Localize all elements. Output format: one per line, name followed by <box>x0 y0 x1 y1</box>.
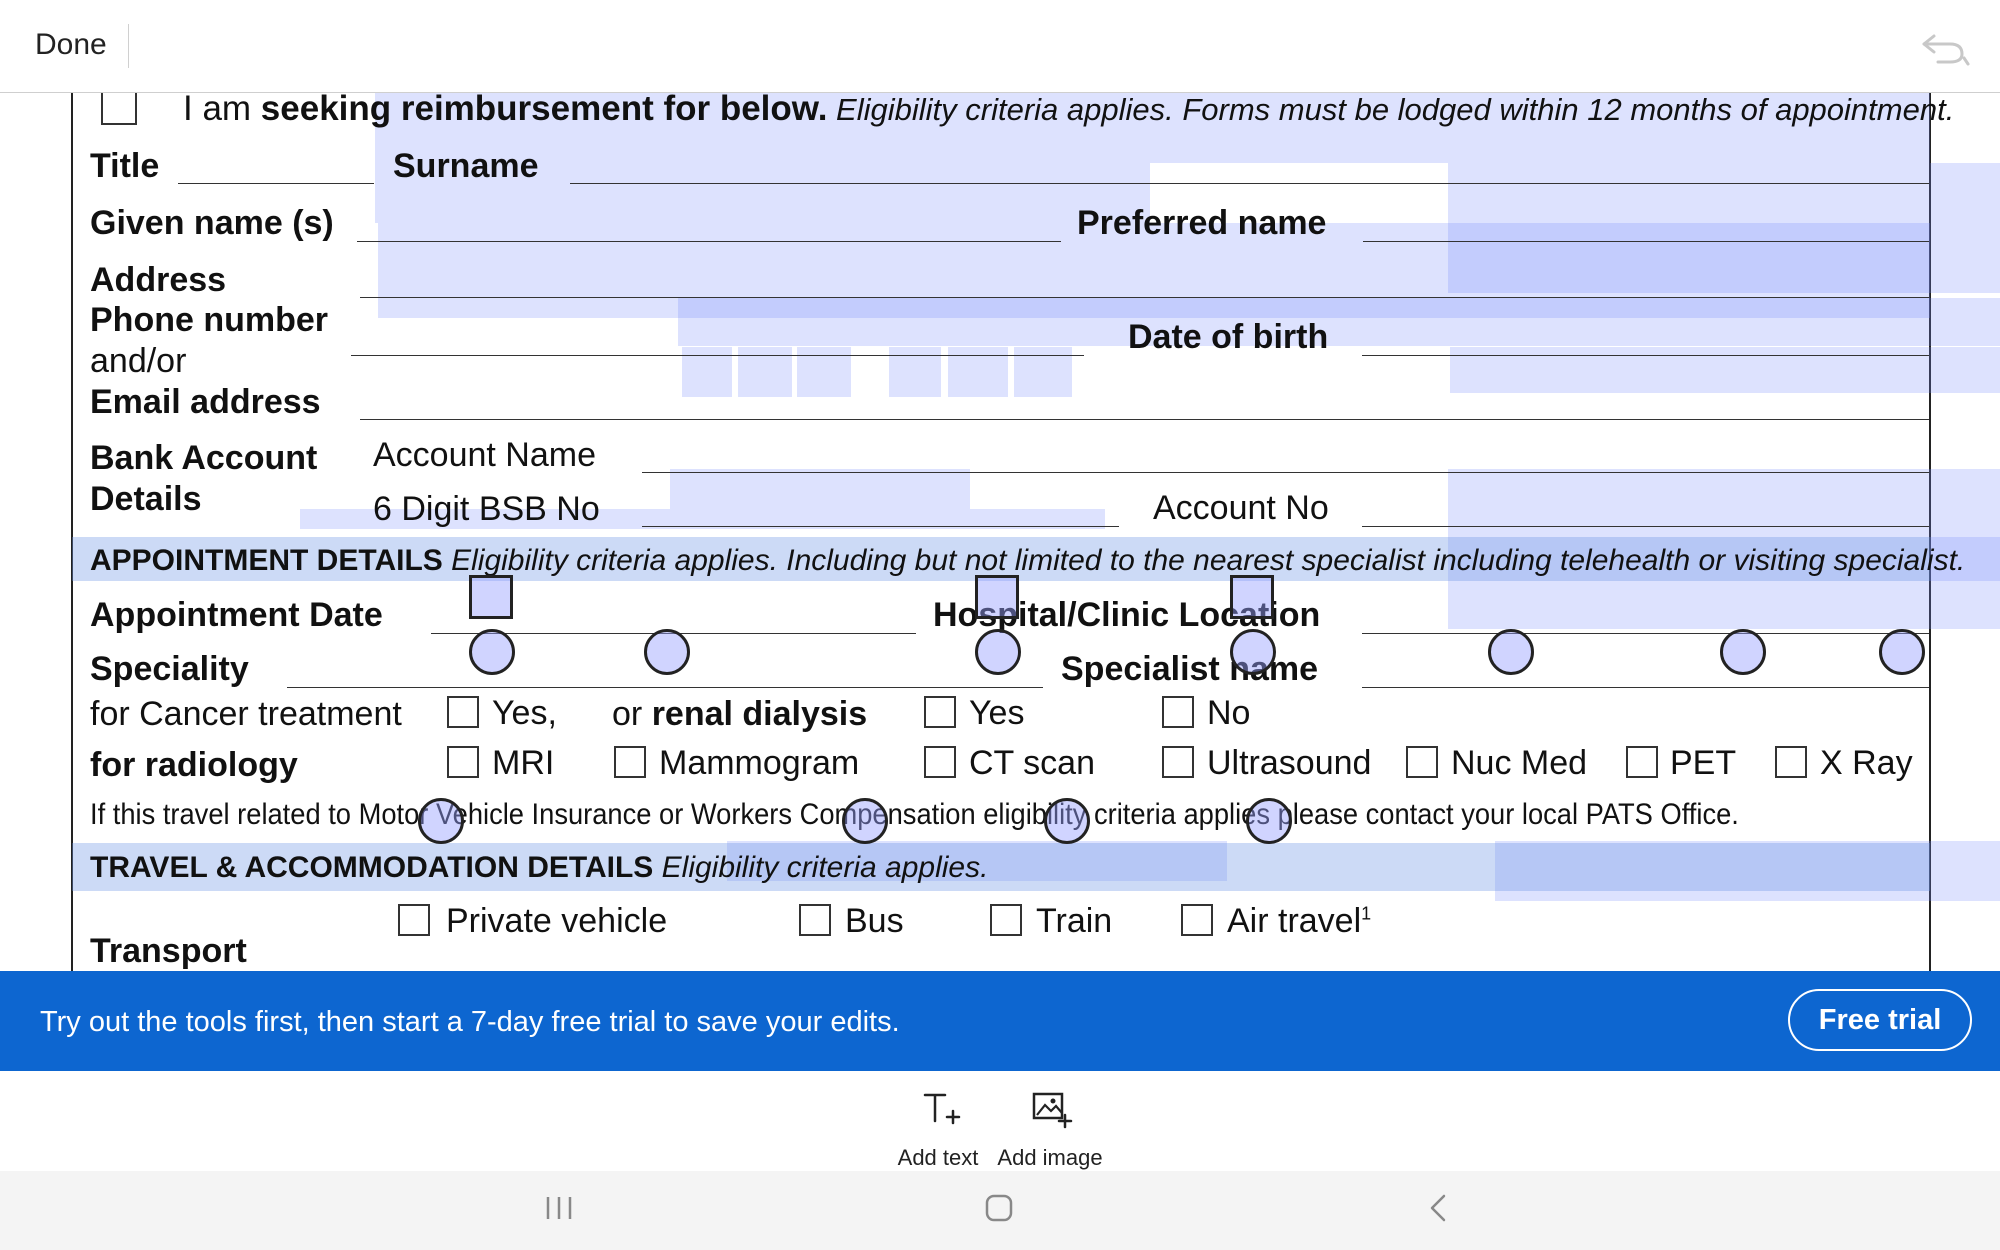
ultrasound-checkbox[interactable] <box>1162 746 1194 778</box>
surname-label: Surname <box>393 147 539 185</box>
x-ray-checkbox[interactable] <box>1775 746 1807 778</box>
and-or-label: and/or <box>90 342 187 380</box>
add-image-button[interactable] <box>995 1083 1105 1173</box>
motor-vehicle-notice: If this travel related to Motor Vehicle Insurance or Workers Compensation eligibility criteria applies please contact your local PATS Office. <box>90 798 1739 831</box>
appointment-section-heading: APPOINTMENT DETAILS Eligibility criteria applies. Including but not limited to the nearest specialist including telehealth or visiting specialist. <box>90 544 1966 577</box>
form-checkbox-widget[interactable] <box>469 575 513 619</box>
account-no-field-line <box>1362 526 1929 527</box>
form-radio-widget[interactable] <box>1879 629 1925 675</box>
details-label: Details <box>90 480 202 518</box>
preferred-name-field-line <box>1363 241 1929 242</box>
email-address-label: Email address <box>90 383 321 421</box>
renal-yes-checkbox[interactable] <box>924 696 956 728</box>
cancer-treatment-label: for Cancer treatment <box>90 695 402 733</box>
transport-label: Transport <box>90 932 247 970</box>
train-label: Train <box>1036 902 1113 940</box>
bsb-label: 6 Digit BSB No <box>373 490 600 528</box>
pet-label: PET <box>1670 744 1737 782</box>
ultrasound-label: Ultrasound <box>1207 744 1372 782</box>
form-radio-widget[interactable] <box>1246 798 1292 844</box>
undo-icon[interactable] <box>1920 28 1970 68</box>
form-radio-widget[interactable] <box>975 629 1021 675</box>
dob-field[interactable] <box>1450 347 2000 393</box>
form-radio-widget[interactable] <box>1720 629 1766 675</box>
hospital-location-label: Hospital/Clinic Location <box>933 596 1321 634</box>
travel-section-heading: TRAVEL & ACCOMMODATION DETAILS Eligibility criteria applies. <box>90 851 989 884</box>
mammogram-label: Mammogram <box>659 744 860 782</box>
bsb-field-line <box>642 526 1119 527</box>
bank-account-label: Bank Account <box>90 439 318 477</box>
given-names-label: Given name (s) <box>90 204 334 242</box>
mri-checkbox[interactable] <box>447 746 479 778</box>
renal-no-checkbox[interactable] <box>1162 696 1194 728</box>
renal-no-label: No <box>1207 694 1251 732</box>
form-border-left <box>71 93 73 971</box>
preferred-name-label: Preferred name <box>1077 204 1327 242</box>
private-vehicle-label: Private vehicle <box>446 902 668 940</box>
nuc-med-label: Nuc Med <box>1451 744 1588 782</box>
form-checkbox-widget[interactable] <box>1230 575 1274 619</box>
form-radio-widget[interactable] <box>1488 629 1534 675</box>
dob-field-line <box>1362 355 1929 356</box>
address-label: Address <box>90 261 227 299</box>
form-radio-widget[interactable] <box>418 798 464 844</box>
appointment-date-label: Appointment Date <box>90 596 383 634</box>
specialist-name-label: Specialist name <box>1061 650 1319 688</box>
account-name-field-line <box>642 472 1929 473</box>
given-names-field-line <box>357 241 1061 242</box>
phone-number-label: Phone number <box>90 301 329 339</box>
account-name-label: Account Name <box>373 436 596 474</box>
recent-apps-icon[interactable] <box>544 1193 574 1223</box>
email-field-line <box>360 419 1929 420</box>
renal-yes-label: Yes <box>969 694 1025 732</box>
cancer-yes-label: Yes, <box>492 694 557 732</box>
x-ray-label: X Ray <box>1820 744 1913 782</box>
title-field-line <box>178 183 374 184</box>
reimbursement-statement: I am seeking reimbursement for below. Eligibility criteria applies. Forms must be lodged within 12 months of appointment. <box>183 93 1955 128</box>
form-radio-widget[interactable] <box>842 798 888 844</box>
reimbursement-checkbox[interactable] <box>101 93 137 125</box>
account-no-label: Account No <box>1153 489 1329 527</box>
air-travel-checkbox[interactable] <box>1181 904 1213 936</box>
edit-toolbar <box>0 1071 2000 1171</box>
form-radio-widget[interactable] <box>469 629 515 675</box>
renal-dialysis-label: or renal dialysis <box>612 695 868 733</box>
private-vehicle-checkbox[interactable] <box>398 904 430 936</box>
form-radio-widget[interactable] <box>644 629 690 675</box>
address-field-line <box>360 297 1929 298</box>
bus-checkbox[interactable] <box>799 904 831 936</box>
mammogram-checkbox[interactable] <box>614 746 646 778</box>
form-radio-widget[interactable] <box>1044 798 1090 844</box>
specialist-name-field-line <box>1362 687 1929 688</box>
add-image-icon <box>1031 1089 1073 1131</box>
speciality-field-line <box>287 687 1043 688</box>
radiology-label: for radiology <box>90 746 298 784</box>
system-nav-bar <box>0 1171 2000 1250</box>
bsb-field[interactable] <box>670 469 970 509</box>
phone-field-line <box>351 355 1084 356</box>
add-text-button[interactable] <box>883 1083 993 1173</box>
speciality-label: Speciality <box>90 650 249 688</box>
date-of-birth-label: Date of birth <box>1128 318 1329 356</box>
form-checkbox-widget[interactable] <box>975 575 1019 619</box>
home-icon[interactable] <box>984 1193 1014 1223</box>
free-trial-button[interactable]: Free trial <box>1788 989 1972 1051</box>
banner-message: Try out the tools first, then start a 7-day free trial to save your edits. <box>40 1006 900 1038</box>
add-text-icon <box>921 1091 961 1131</box>
pdf-page <box>0 93 2000 971</box>
back-icon[interactable] <box>1424 1193 1454 1223</box>
ct-scan-label: CT scan <box>969 744 1095 782</box>
air-travel-label: Air travel$^1$ <box>1227 902 1372 940</box>
add-image-label: Add image <box>997 1145 1103 1170</box>
nuc-med-checkbox[interactable] <box>1406 746 1438 778</box>
free-trial-banner <box>0 971 2000 1071</box>
pet-checkbox[interactable] <box>1626 746 1658 778</box>
cancer-yes-checkbox[interactable] <box>447 696 479 728</box>
divider <box>128 24 129 68</box>
train-checkbox[interactable] <box>990 904 1022 936</box>
done-button[interactable]: Done <box>35 28 107 61</box>
form-radio-widget[interactable] <box>1230 629 1276 675</box>
top-bar <box>0 0 2000 93</box>
add-text-label: Add text <box>897 1145 979 1170</box>
ct-scan-checkbox[interactable] <box>924 746 956 778</box>
bus-label: Bus <box>845 902 904 940</box>
title-label: Title <box>90 147 160 185</box>
surname-field-line <box>570 183 1929 184</box>
mri-label: MRI <box>492 744 555 782</box>
phone-field[interactable] <box>678 298 2000 346</box>
hospital-location-field-line <box>1362 633 1929 634</box>
